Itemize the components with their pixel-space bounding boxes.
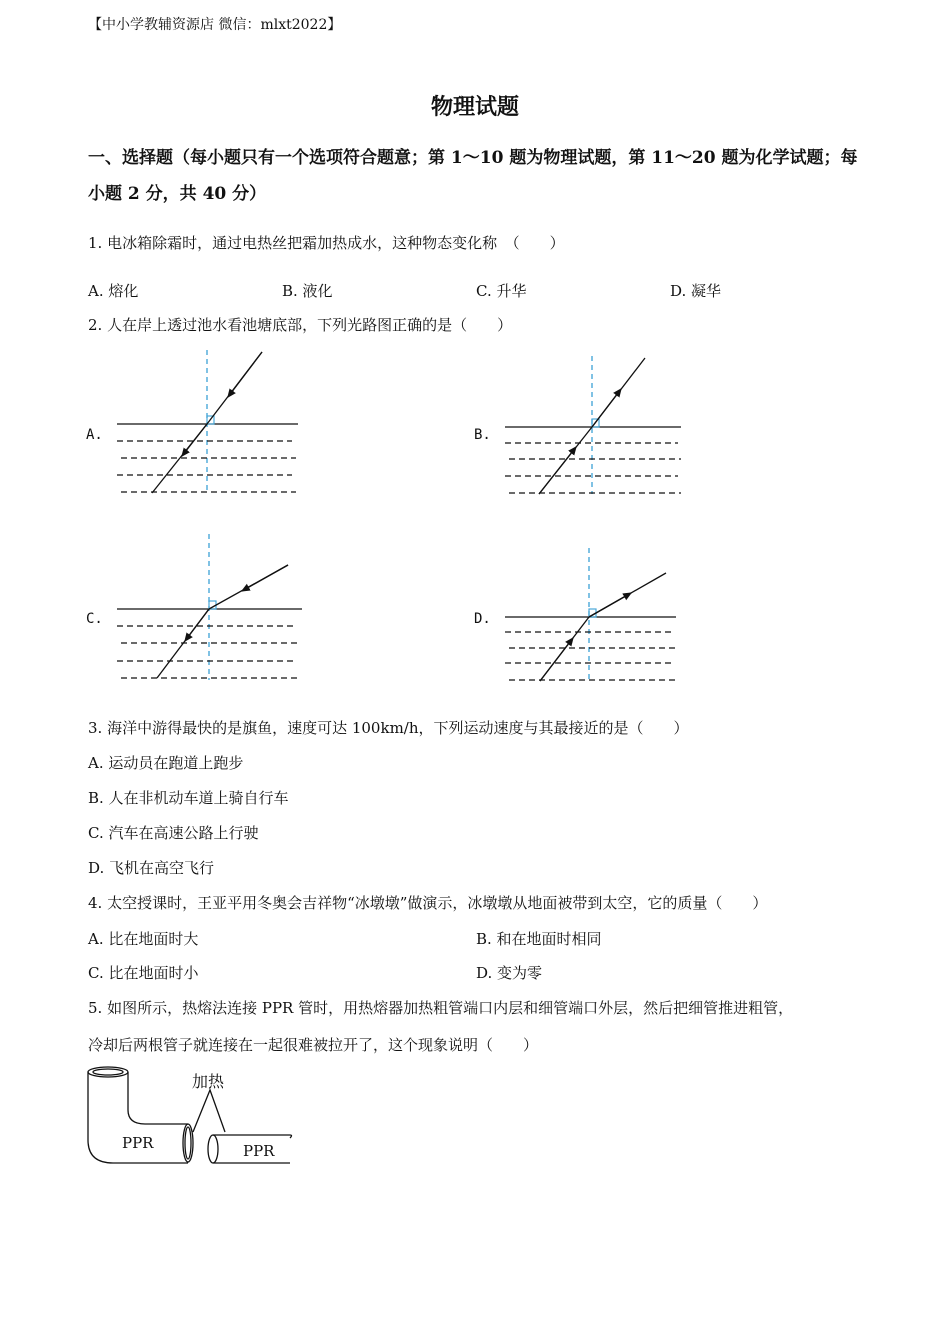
- question-5-stem-line1: 5. 如图所示，热熔法连接 PPR 管时，用热熔器加热粗管端口内层和细管端口外层，然后把细管推进粗管，: [88, 999, 794, 1017]
- question-3-option-c: C. 汽车在高速公路上行驶: [88, 824, 259, 842]
- diagram-b-label: B.: [474, 427, 491, 443]
- question-1-option-a: A. 熔化: [88, 282, 139, 300]
- question-4-stem: 4. 太空授课时，王亚平用冬奥会吉祥物“冰墩墩”做演示，冰墩墩从地面被带到太空，它的质量（ ）: [88, 894, 768, 912]
- page-title: 物理试题: [430, 94, 519, 120]
- diagram-c-label: C.: [86, 611, 103, 627]
- question-3-option-a: A. 运动员在跑道上跑步: [88, 754, 244, 772]
- question-4-option-d: D. 变为零: [476, 964, 543, 982]
- question-4-option-b: B. 和在地面时相同: [476, 930, 602, 948]
- question-5-stem-line2: 冷却后两根管子就连接在一起很难被拉开了，这个现象说明（ ）: [88, 1036, 539, 1054]
- question-1-stem: 1. 电冰箱除霜时，通过电热丝把霜加热成水，这种物态变化称 （ ）: [88, 234, 565, 252]
- question-1-option-c: C. 升华: [476, 282, 527, 300]
- section-title: 一、选择题（每小题只有一个选项符合题意；第 1～10 题为物理试题，第 11～20 题为化学试题；每小题 2 分，共 40 分）: [88, 148, 858, 204]
- question-1-option-b: B. 液化: [282, 282, 333, 300]
- question-4-option-c: C. 比在地面时小: [88, 964, 199, 982]
- watermark: 【中小学教辅资源店 微信：mlxt2022】: [88, 17, 342, 33]
- question-1-option-d: D. 凝华: [670, 282, 722, 300]
- question-3-stem: 3. 海洋中游得最快的是旗鱼，速度可达 100km/h，下列运动速度与其最接近的是（ ）: [88, 719, 689, 737]
- ppr-label-small: PPR: [243, 1142, 275, 1160]
- question-4-option-a: A. 比在地面时大: [88, 930, 199, 948]
- question-3-option-b: B. 人在非机动车道上骑自行车: [88, 789, 289, 807]
- question-2-stem: 2. 人在岸上透过池水看池塘底部，下列光路图正确的是（ ）: [88, 316, 513, 334]
- diagram-d-label: D.: [474, 611, 491, 627]
- diagram-a-label: A.: [86, 427, 103, 443]
- ppr-label-large: PPR: [122, 1134, 154, 1152]
- question-3-option-d: D. 飞机在高空飞行: [88, 859, 215, 877]
- heat-label: 加热: [192, 1072, 225, 1091]
